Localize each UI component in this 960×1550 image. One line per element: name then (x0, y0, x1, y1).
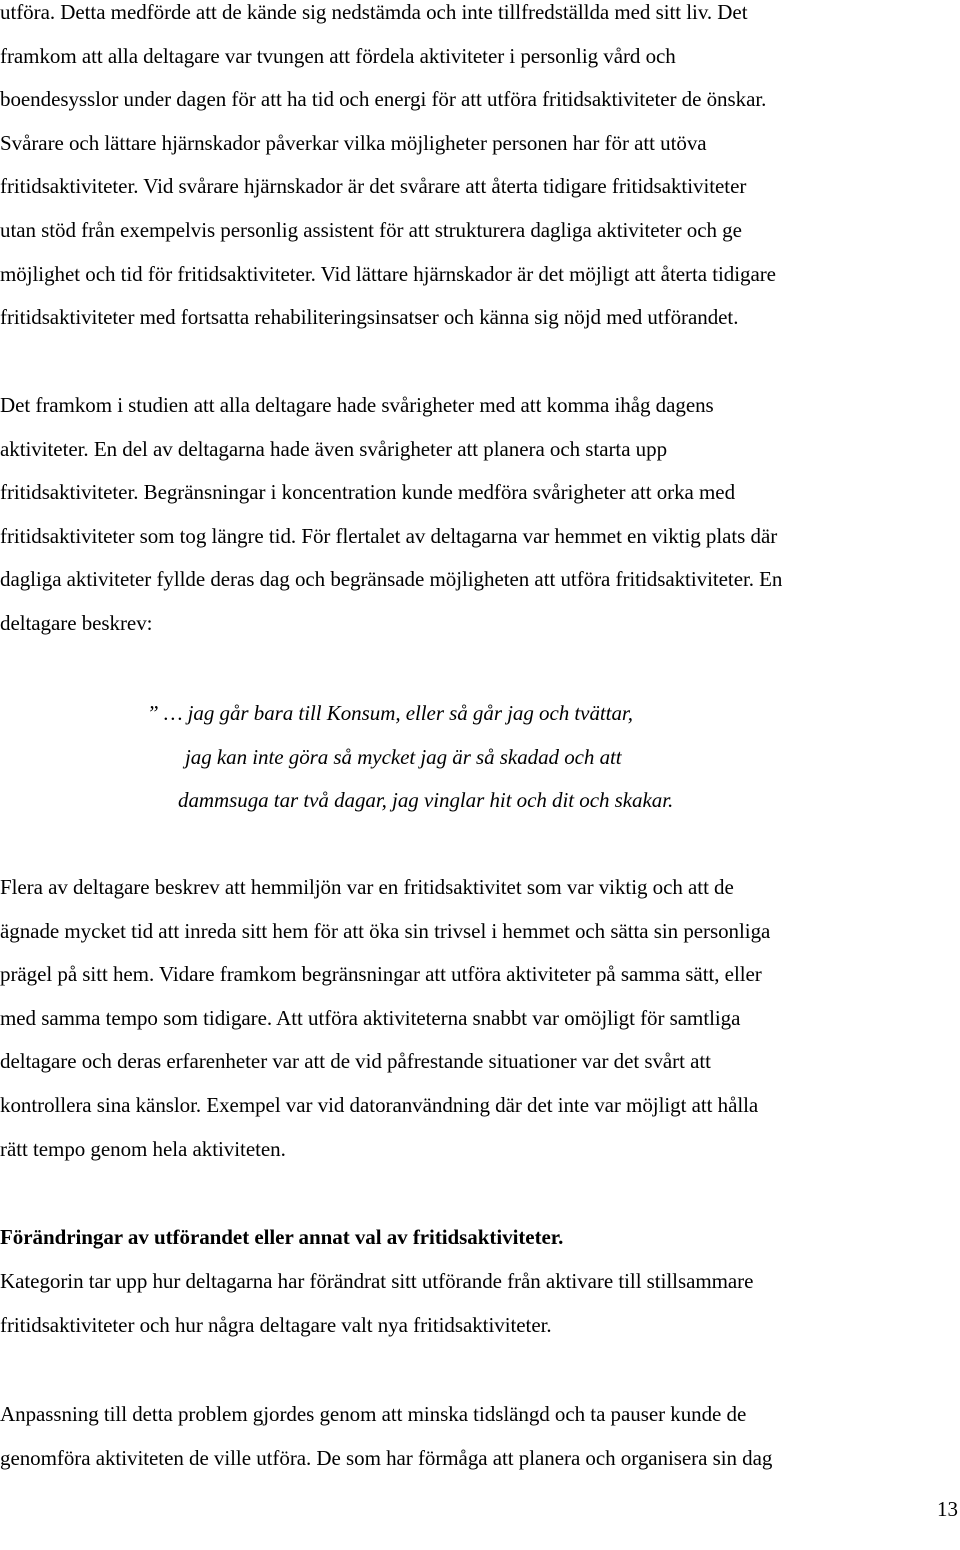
text-line: fritidsaktiviteter och hur några deltagare valt nya fritidsaktiviteter. (0, 1312, 552, 1337)
text-line: prägel på sitt hem. Vidare framkom begränsningar att utföra aktiviteter på samma sätt, eller (0, 962, 762, 987)
paragraph-home-environment (0, 866, 770, 1171)
quote-line: dammsuga tar två dagar, jag vinglar hit och dit och skakar. (178, 788, 674, 813)
text-line: fritidsaktiviteter. Vid svårare hjärnskador är det svårare att återta tidigare fritidsaktiviteter (0, 174, 747, 199)
paragraph-memory-difficulties (0, 384, 782, 646)
text-line: utföra. Detta medförde att de kände sig nedstämda och inte tillfredställda med sitt liv. Det (0, 0, 748, 24)
text-line: ägnade mycket tid att inreda sitt hem för att öka sin trivsel i hemmet och sätta sin personliga (0, 918, 771, 943)
text-line: Anpassning till detta problem gjordes genom att minska tidslängd och ta pauser kunde de (0, 1402, 747, 1426)
text-line: utan stöd från exempelvis personlig assistent för att strukturera dagliga aktiviteter och ge (0, 217, 742, 242)
participant-quote (0, 692, 960, 823)
paragraph-adaptation (0, 1393, 772, 1480)
quote-line: ” … jag går bara till Konsum, eller så går jag och tvättar, (147, 701, 633, 725)
text-line: Det framkom i studien att alla deltagare hade svårigheter med att komma ihåg dagens (0, 393, 714, 417)
text-line: boendesysslor under dagen för att ha tid och energi för att utföra fritidsaktiviteter de önskar. (0, 87, 767, 112)
heading-text: Förändringar av utförandet eller annat val av fritidsaktiviteter. (0, 1225, 564, 1249)
text-line: fritidsaktiviteter. Begränsningar i koncentration kunde medföra svårigheter att orka med (0, 480, 736, 505)
text-line: fritidsaktiviteter med fortsatta rehabiliteringsinsatser och känna sig nöjd med utförandet. (0, 305, 739, 330)
text-line: aktiviteter. En del av deltagarna hade även svårigheter att planera och starta upp (0, 436, 668, 461)
section-heading (0, 1216, 563, 1260)
text-line: framkom att alla deltagare var tvungen att fördela aktiviteter i personlig vård och (0, 43, 676, 68)
page-number: 13 (937, 1497, 958, 1521)
text-line: med samma tempo som tidigare. Att utföra aktiviteterna snabbt var omöjligt för samtliga (0, 1005, 741, 1030)
text-line: Kategorin tar upp hur deltagarna har förändrat sitt utförande från aktivare till stillsammare (0, 1269, 754, 1293)
text-line: deltagare beskrev: (0, 610, 153, 635)
paragraph-category-intro (0, 1260, 753, 1347)
quote-line: jag kan inte göra så mycket jag är så skadad och att (185, 744, 622, 769)
text-line: Svårare och lättare hjärnskador påverkar vilka möjligheter personen har för att utöva (0, 130, 707, 155)
text-line: genomföra aktiviteten de ville utföra. De som har förmåga att planera och organisera sin dag (0, 1445, 773, 1470)
text-line: deltagare och deras erfarenheter var att de vid påfrestande situationer var det svårt att (0, 1049, 711, 1074)
text-line: kontrollera sina känslor. Exempel var vid datoranvändning där det inte var möjligt att hålla (0, 1092, 759, 1117)
paragraph-leisure-activities (0, 0, 776, 340)
text-line: möjlighet och tid för fritidsaktiviteter. Vid lättare hjärnskador är det möjligt att återta tidigare (0, 261, 776, 286)
text-line: Flera av deltagare beskrev att hemmiljön var en fritidsaktivitet som var viktig och att de (0, 875, 734, 899)
text-line: rätt tempo genom hela aktiviteten. (0, 1136, 286, 1161)
text-line: fritidsaktiviteter som tog längre tid. För flertalet av deltagarna var hemmet en viktig plats där (0, 523, 778, 548)
text-line: dagliga aktiviteter fyllde deras dag och begränsade möjligheten att utföra fritidsaktiviteter. En (0, 567, 783, 592)
